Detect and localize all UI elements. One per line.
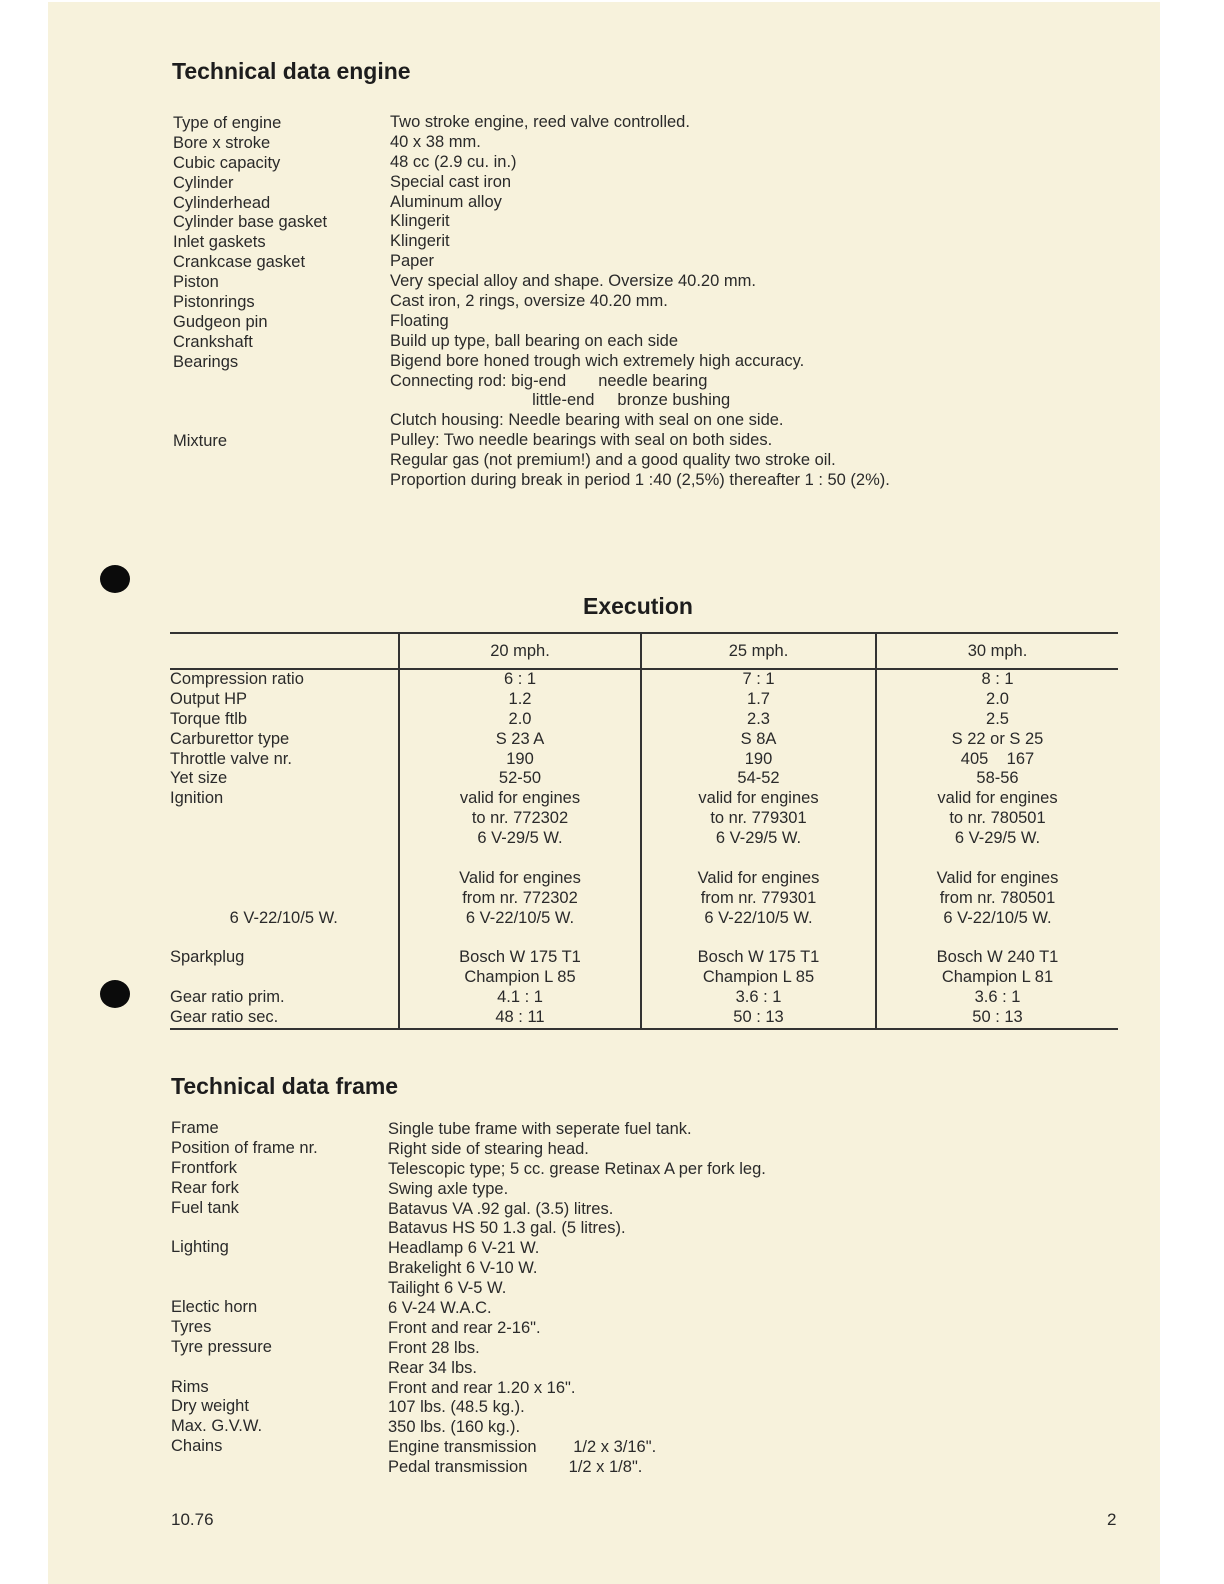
execution-cell: Bosch W 175 T1 bbox=[459, 948, 581, 967]
execution-row-label: 6 V-22/10/5 W. bbox=[170, 908, 338, 927]
execution-cell bbox=[400, 849, 640, 869]
execution-cell: Champion L 85 bbox=[702, 968, 815, 987]
execution-row-label: Gear ratio sec. bbox=[170, 1008, 279, 1027]
execution-row-label bbox=[170, 929, 398, 949]
frame-spec-value: Swing axle type. bbox=[388, 1179, 509, 1198]
execution-header-25mph: 25 mph. bbox=[641, 633, 876, 669]
engine-spec-value: Klingerit bbox=[390, 232, 450, 251]
engine-spec-value: Aluminum alloy bbox=[390, 192, 502, 211]
engine-spec-label: Pistonrings bbox=[173, 293, 255, 312]
execution-row-label bbox=[170, 809, 398, 829]
engine-values bbox=[390, 111, 890, 489]
frame-spec-label: Dry weight bbox=[171, 1397, 249, 1416]
engine-spec-value: little-end bronze bushing bbox=[390, 391, 731, 410]
frame-spec-label: Fuel tank bbox=[171, 1198, 239, 1217]
frame-spec-label: Rims bbox=[171, 1377, 209, 1396]
engine-spec-label: Mixture bbox=[173, 432, 228, 451]
frame-spec-label bbox=[171, 1358, 318, 1378]
execution-table bbox=[170, 632, 1118, 1030]
frame-spec-value: Rear 34 lbs. bbox=[388, 1358, 477, 1377]
engine-spec-label: Cubic capacity bbox=[173, 153, 281, 172]
execution-cell bbox=[642, 849, 875, 869]
engine-spec-label: Piston bbox=[173, 273, 219, 292]
frame-spec-value: Right side of stearing head. bbox=[388, 1139, 589, 1158]
engine-spec-value: Paper bbox=[390, 252, 435, 271]
frame-spec-label: Frontfork bbox=[171, 1158, 238, 1177]
engine-spec-label bbox=[173, 410, 327, 430]
frame-spec-value: 350 lbs. (160 kg.). bbox=[388, 1418, 521, 1437]
execution-row-label: Ignition bbox=[170, 789, 224, 808]
execution-cell: 4.1 : 1 bbox=[497, 988, 543, 1007]
execution-cell: S 22 or S 25 bbox=[951, 729, 1044, 748]
engine-spec-value: Special cast iron bbox=[390, 172, 512, 191]
execution-cell: 2.0 bbox=[986, 689, 1009, 708]
engine-spec-value: Pulley: Two needle bearings with seal on both sides. bbox=[390, 431, 773, 450]
execution-cell: to nr. 780501 bbox=[949, 809, 1046, 828]
execution-row-label: Output HP bbox=[170, 689, 248, 708]
execution-cell: 48 : 11 bbox=[495, 1008, 545, 1027]
engine-spec-label bbox=[173, 371, 327, 391]
frame-spec-value: Brakelight 6 V-10 W. bbox=[388, 1259, 538, 1278]
frame-spec-label bbox=[171, 1278, 318, 1298]
engine-spec-label: Inlet gaskets bbox=[173, 233, 266, 252]
execution-cell: 1.7 bbox=[747, 689, 770, 708]
engine-title: Technical data engine bbox=[172, 58, 411, 84]
execution-cell: valid for engines bbox=[459, 789, 581, 808]
execution-row-label bbox=[170, 968, 398, 988]
execution-row-label: Compression ratio bbox=[170, 670, 304, 688]
page-number: 2 bbox=[1107, 1510, 1117, 1529]
execution-cell bbox=[877, 849, 1118, 869]
execution-cell: 6 : 1 bbox=[503, 670, 537, 688]
engine-spec-label: Cylinderhead bbox=[173, 193, 271, 212]
execution-cell: valid for engines bbox=[698, 789, 819, 808]
execution-cell: 2.5 bbox=[986, 709, 1009, 728]
execution-col-20mph bbox=[399, 669, 641, 1029]
execution-cell: 190 bbox=[506, 749, 534, 768]
execution-row-label: Gear ratio prim. bbox=[170, 988, 285, 1007]
execution-cell: valid for engines bbox=[937, 789, 1058, 808]
execution-cell: from nr. 780501 bbox=[939, 888, 1056, 907]
engine-spec-label: Bearings bbox=[173, 352, 239, 371]
execution-row-label bbox=[170, 889, 398, 909]
frame-title: Technical data frame bbox=[171, 1073, 399, 1099]
execution-cell: S 23 A bbox=[495, 729, 545, 748]
engine-spec-label: Crankcase gasket bbox=[173, 253, 306, 272]
execution-row-label bbox=[170, 829, 398, 849]
execution-cell: S 8A bbox=[740, 729, 777, 748]
execution-cell: 50 : 13 bbox=[972, 1008, 1023, 1027]
execution-cell: 6 V-22/10/5 W. bbox=[704, 908, 813, 927]
execution-row-label bbox=[170, 849, 398, 869]
execution-header-30mph: 30 mph. bbox=[876, 633, 1118, 669]
frame-spec-label: Frame bbox=[171, 1119, 219, 1137]
engine-spec-value: Klingerit bbox=[390, 212, 450, 231]
frame-spec-value: Engine transmission 1/2 x 3/16". bbox=[388, 1438, 657, 1457]
frame-spec-label bbox=[171, 1218, 318, 1238]
frame-spec-label: Chains bbox=[171, 1437, 223, 1456]
frame-labels bbox=[171, 1119, 318, 1477]
execution-cell: 2.0 bbox=[508, 709, 532, 728]
execution-cell: Bosch W 240 T1 bbox=[936, 948, 1059, 967]
frame-spec-label: Electic horn bbox=[171, 1298, 258, 1317]
execution-row-label: Throttle valve nr. bbox=[170, 749, 292, 768]
execution-cell: Valid for engines bbox=[936, 868, 1059, 887]
execution-title: Execution bbox=[583, 593, 693, 619]
frame-spec-label bbox=[171, 1457, 318, 1477]
execution-row-label: Sparkplug bbox=[170, 948, 245, 967]
execution-cell: 7 : 1 bbox=[742, 670, 775, 688]
frame-spec-value: Headlamp 6 V-21 W. bbox=[388, 1239, 540, 1258]
execution-cell: 3.6 : 1 bbox=[735, 988, 782, 1007]
execution-cell: 8 : 1 bbox=[981, 670, 1014, 688]
frame-spec-value: Batavus VA .92 gal. (3.5) litres. bbox=[388, 1199, 614, 1218]
execution-labels bbox=[170, 669, 399, 1029]
frame-spec-value: Pedal transmission 1/2 x 1/8". bbox=[388, 1458, 643, 1477]
frame-spec-value: Tailight 6 V-5 W. bbox=[388, 1279, 507, 1298]
frame-spec-value: Front and rear 2-16". bbox=[388, 1318, 541, 1337]
execution-cell: 6 V-29/5 W. bbox=[954, 829, 1041, 848]
engine-spec-value: Floating bbox=[390, 311, 449, 330]
execution-cell: 1.2 bbox=[508, 689, 532, 708]
execution-row-label: Yet size bbox=[170, 769, 228, 788]
engine-spec-label: Crankshaft bbox=[173, 332, 253, 351]
frame-spec-label: Tyres bbox=[171, 1317, 212, 1336]
frame-spec-value: Front and rear 1.20 x 16". bbox=[388, 1378, 576, 1397]
execution-cell bbox=[642, 929, 875, 949]
execution-cell: Champion L 85 bbox=[464, 968, 576, 987]
execution-cell: 6 V-22/10/5 W. bbox=[465, 908, 575, 927]
engine-spec-value: 40 x 38 mm. bbox=[390, 132, 481, 151]
frame-spec-value: Batavus HS 50 1.3 gal. (5 litres). bbox=[388, 1219, 626, 1238]
execution-cell: 54-52 bbox=[737, 769, 780, 788]
engine-spec-value: Regular gas (not premium!) and a good quality two stroke oil. bbox=[390, 451, 836, 470]
engine-spec-value: Clutch housing: Needle bearing with seal on one side. bbox=[390, 411, 784, 430]
engine-labels bbox=[173, 112, 327, 450]
punch-hole bbox=[100, 980, 130, 1008]
execution-cell: from nr. 779301 bbox=[700, 888, 817, 907]
execution-cell: 58-56 bbox=[976, 769, 1019, 788]
engine-spec-label: Bore x stroke bbox=[173, 133, 271, 152]
frame-spec-value: Telescopic type; 5 cc. grease Retinax A per fork leg. bbox=[388, 1159, 766, 1178]
execution-cell: Champion L 81 bbox=[941, 968, 1054, 987]
execution-row-label bbox=[170, 869, 398, 889]
frame-spec-label bbox=[171, 1258, 318, 1278]
frame-spec-label: Max. G.V.W. bbox=[171, 1417, 263, 1436]
execution-cell: Valid for engines bbox=[459, 868, 581, 887]
frame-spec-value: Front 28 lbs. bbox=[388, 1338, 480, 1357]
engine-spec-label: Cylinder base gasket bbox=[173, 213, 328, 232]
engine-spec-value: 48 cc (2.9 cu. in.) bbox=[390, 152, 517, 171]
execution-row-label: Torque ftlb bbox=[170, 709, 248, 728]
execution-header-20mph: 20 mph. bbox=[399, 633, 641, 669]
execution-cell: 6 V-22/10/5 W. bbox=[943, 908, 1052, 927]
execution-row-label: Carburettor type bbox=[170, 729, 290, 748]
execution-cell: 50 : 13 bbox=[733, 1008, 784, 1027]
engine-spec-label: Type of engine bbox=[173, 114, 282, 132]
engine-spec-value: Cast iron, 2 rings, oversize 40.20 mm. bbox=[390, 292, 668, 311]
execution-cell: 6 V-29/5 W. bbox=[477, 829, 563, 848]
execution-cell: 52-50 bbox=[498, 769, 542, 788]
engine-spec-value: Build up type, ball bearing on each side bbox=[390, 331, 679, 350]
engine-spec-label: Cylinder bbox=[173, 173, 234, 192]
execution-cell: to nr. 779301 bbox=[710, 809, 807, 828]
frame-spec-value: 107 lbs. (48.5 kg.). bbox=[388, 1398, 525, 1417]
execution-cell: 6 V-29/5 W. bbox=[715, 829, 802, 848]
engine-spec-value: Bigend bore honed trough wich extremely high accuracy. bbox=[390, 351, 805, 370]
execution-cell: 190 bbox=[744, 749, 773, 768]
execution-cell: to nr. 772302 bbox=[471, 809, 569, 828]
engine-spec-value: Connecting rod: big-end needle bearing bbox=[390, 371, 708, 390]
frame-spec-label: Position of frame nr. bbox=[171, 1138, 318, 1157]
engine-spec-label: Gudgeon pin bbox=[173, 312, 268, 331]
punch-hole bbox=[100, 565, 130, 593]
execution-cell: 2.3 bbox=[747, 709, 770, 728]
frame-values bbox=[388, 1120, 766, 1478]
execution-cell: Bosch W 175 T1 bbox=[697, 948, 820, 967]
frame-spec-label: Rear fork bbox=[171, 1178, 239, 1197]
execution-col-30mph bbox=[876, 669, 1118, 1029]
frame-spec-label: Tyre pressure bbox=[171, 1337, 272, 1356]
execution-cell: 405 167 bbox=[960, 749, 1035, 768]
frame-spec-label: Lighting bbox=[171, 1238, 229, 1257]
execution-cell: 3.6 : 1 bbox=[974, 988, 1021, 1007]
frame-spec-value: Single tube frame with seperate fuel tank. bbox=[388, 1120, 692, 1138]
engine-spec-label bbox=[173, 390, 327, 410]
execution-cell: from nr. 772302 bbox=[462, 888, 578, 907]
execution-header-blank bbox=[170, 633, 399, 669]
execution-cell: Valid for engines bbox=[697, 868, 820, 887]
execution-cell bbox=[877, 929, 1118, 949]
execution-cell bbox=[400, 929, 640, 949]
frame-spec-value: 6 V-24 W.A.C. bbox=[388, 1299, 492, 1318]
engine-spec-value: Two stroke engine, reed valve controlled. bbox=[390, 113, 690, 131]
engine-spec-value: Proportion during break in period 1 :40 (2,5%) thereafter 1 : 50 (2%). bbox=[390, 471, 890, 490]
engine-spec-value: Very special alloy and shape. Oversize 40.20 mm. bbox=[390, 272, 756, 291]
footer-date: 10.76 bbox=[171, 1510, 214, 1529]
execution-col-25mph bbox=[641, 669, 876, 1029]
